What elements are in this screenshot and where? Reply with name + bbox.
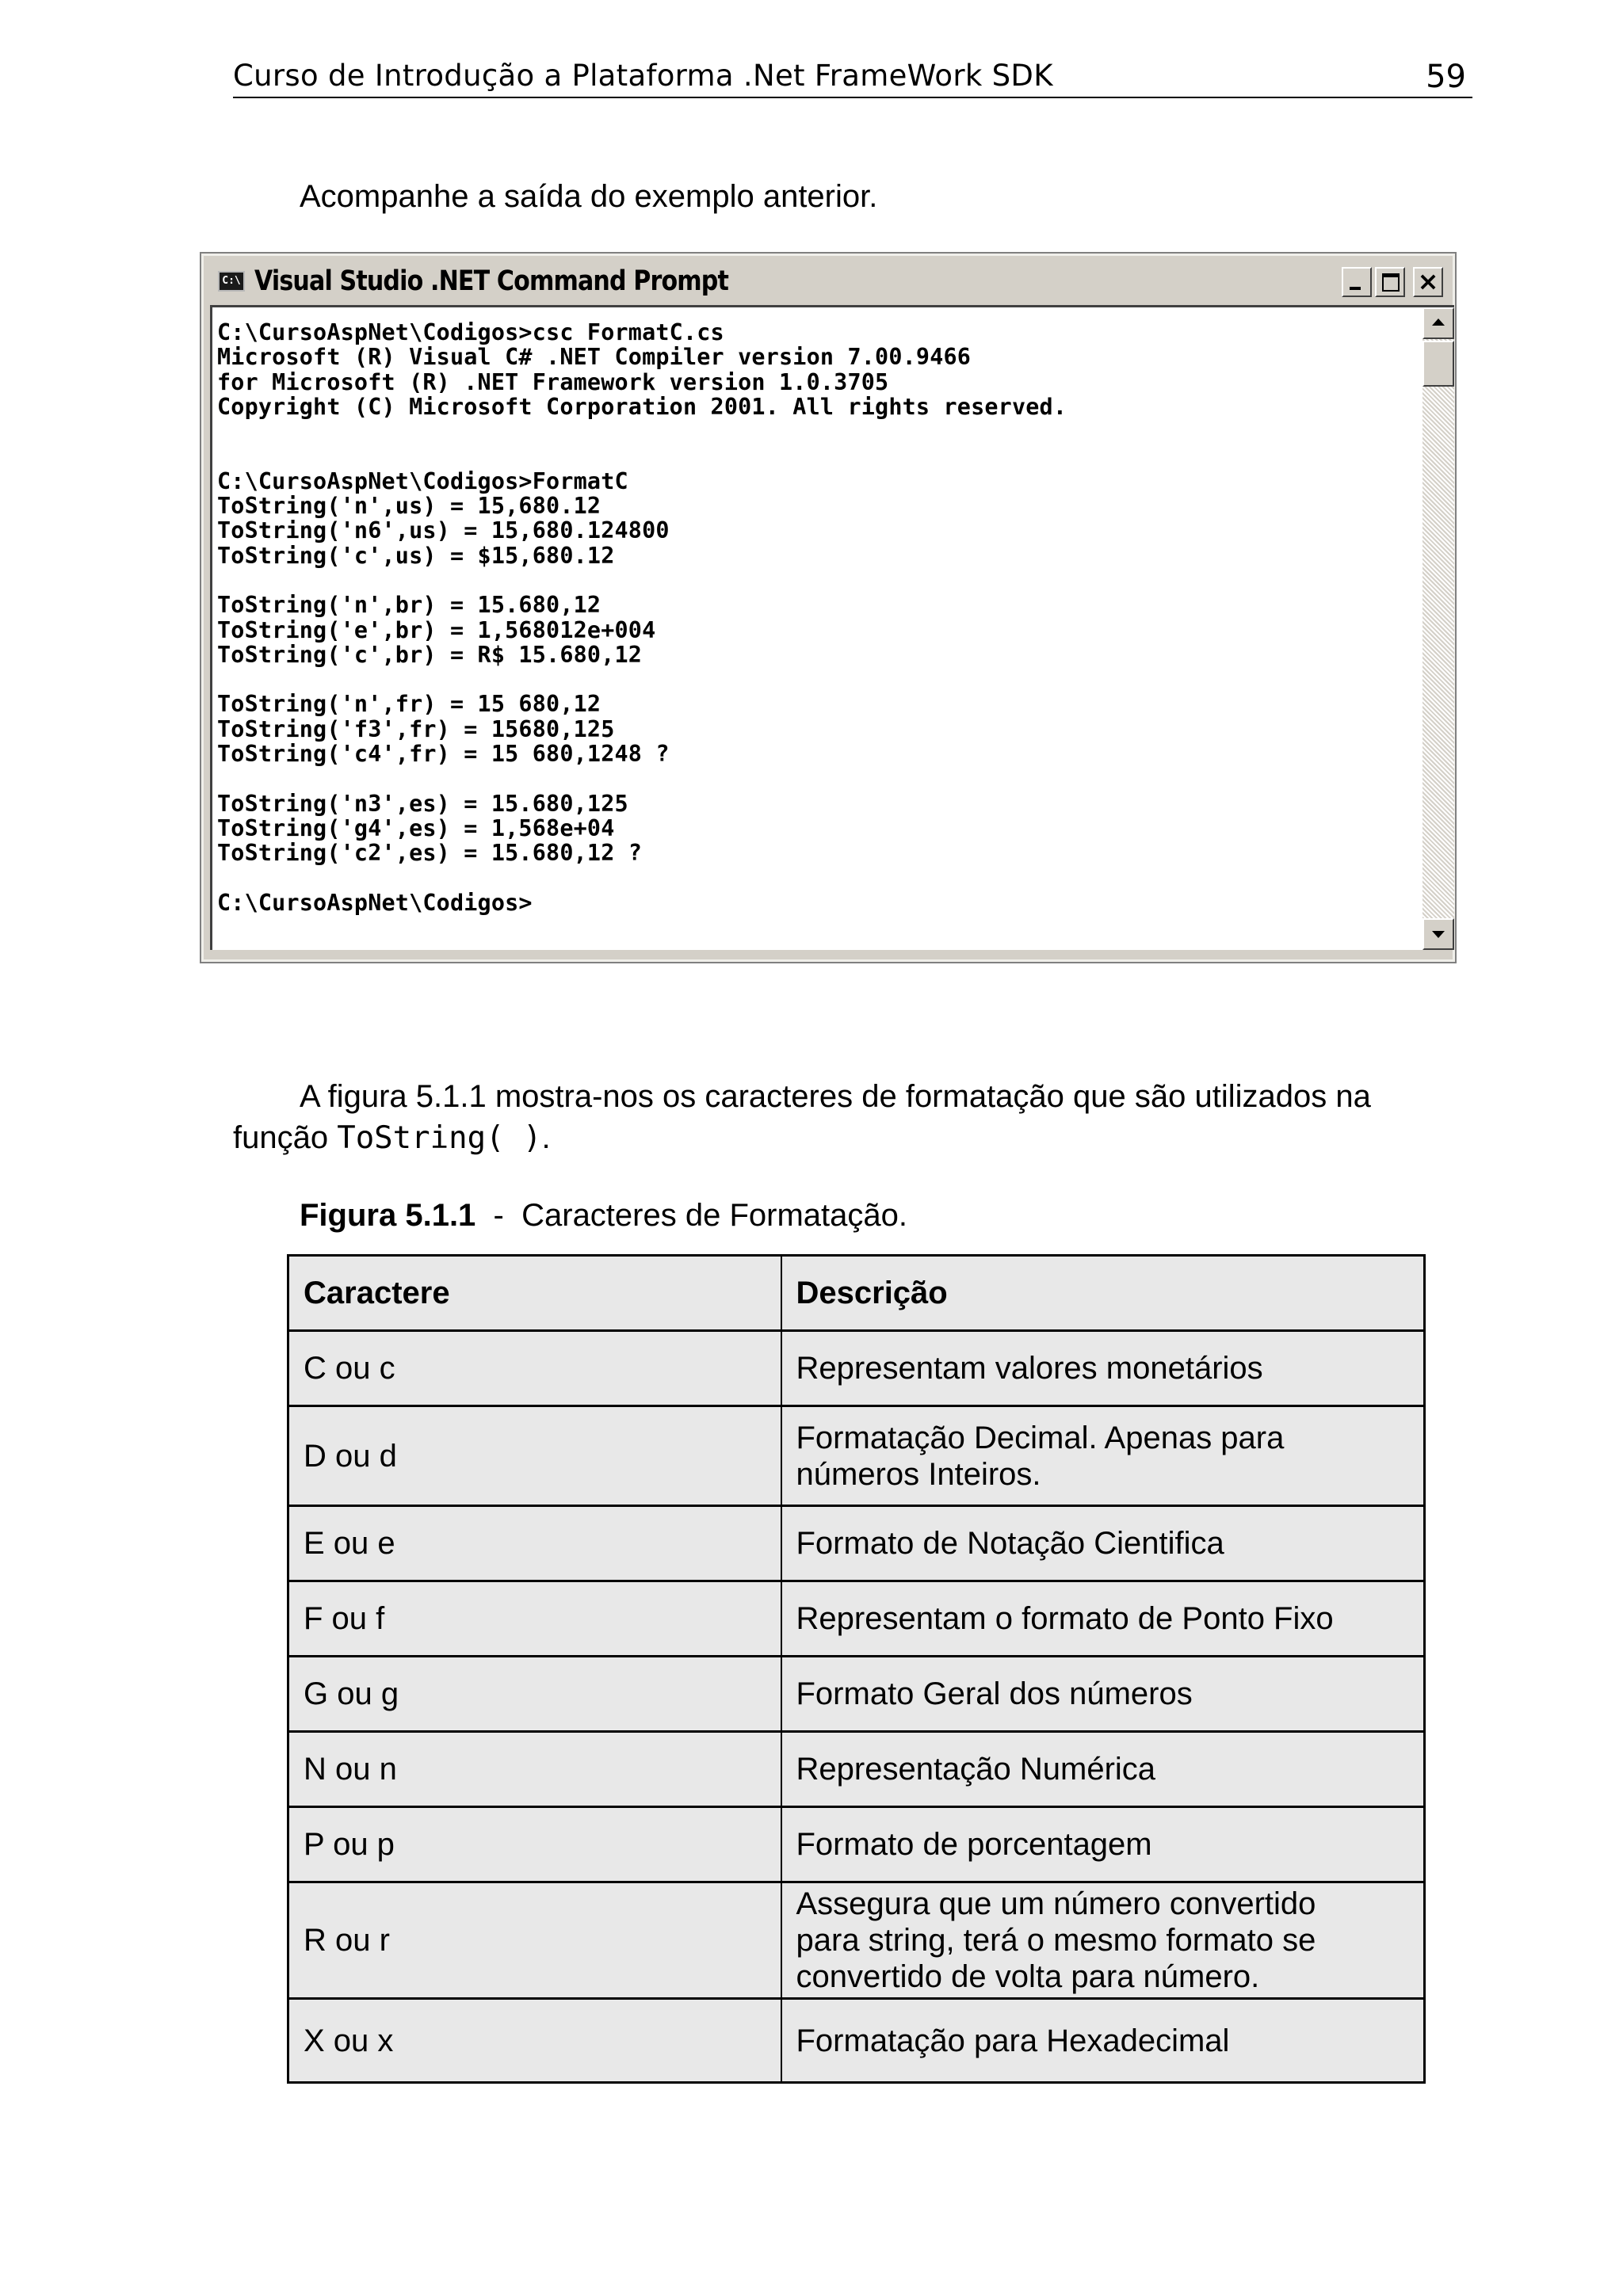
figure-caption-text: Caracteres de Formatação.: [521, 1198, 907, 1233]
description-line: Formato Geral dos números: [796, 1676, 1193, 1711]
description-line: Representam valores monetários: [796, 1351, 1263, 1386]
arrow-down-icon: [1432, 931, 1445, 938]
figure-intro-line-1: A figura 5.1.1 mostra-nos os caracteres de formatação que são utilizados na: [300, 1079, 1371, 1114]
description-line: convertido de volta para número.: [796, 1959, 1260, 1994]
table-body: [288, 1331, 1425, 2083]
figure-label: Figura 5.1.1: [300, 1198, 476, 1233]
arrow-up-icon: [1432, 318, 1445, 326]
maximize-icon: [1382, 273, 1400, 292]
console-window: [201, 254, 1455, 962]
table-row: [288, 1657, 1425, 1732]
cell-caractere: N ou n: [288, 1732, 781, 1807]
scroll-up-button[interactable]: [1423, 307, 1454, 339]
cell-caractere: G ou g: [288, 1657, 781, 1732]
console-app-icon: C:\: [218, 271, 245, 292]
cell-caractere: F ou f: [288, 1581, 781, 1657]
description-line: Representam o formato de Ponto Fixo: [796, 1601, 1334, 1636]
running-header: [233, 57, 1472, 98]
description-line: Formatação para Hexadecimal: [796, 2023, 1230, 2058]
cell-descricao: [781, 1807, 1425, 1882]
figure-separator: -: [493, 1198, 504, 1233]
cell-descricao: [781, 1406, 1425, 1506]
table-row: [288, 1331, 1425, 1406]
scroll-down-button[interactable]: [1423, 918, 1454, 950]
header-title: Curso de Introdução a Plataforma .Net FrameWork SDK: [233, 59, 1053, 93]
cell-descricao: [781, 1882, 1425, 1999]
table-row: [288, 1732, 1425, 1807]
title-bar[interactable]: [208, 261, 1448, 302]
cell-caractere: R ou r: [288, 1882, 781, 1999]
description-line: Formatação Decimal. Apenas para: [796, 1420, 1285, 1455]
paragraph-continuation: função: [233, 1120, 338, 1155]
table-row: [288, 1807, 1425, 1882]
column-header-descricao: Descrição: [781, 1256, 1425, 1331]
minimize-button[interactable]: [1342, 267, 1372, 297]
cell-descricao: [781, 1732, 1425, 1807]
format-characters-table: [287, 1254, 1426, 2084]
close-button[interactable]: [1413, 267, 1443, 297]
table-row: [288, 1406, 1425, 1506]
description-line: para string, terá o mesmo formato se: [796, 1923, 1316, 1958]
table-row: [288, 1882, 1425, 1999]
cell-caractere: D ou d: [288, 1406, 781, 1506]
inline-code: ToString( ): [337, 1120, 542, 1156]
cell-descricao: [781, 1331, 1425, 1406]
paragraph-end: .: [541, 1120, 551, 1155]
description-line: Representação Numérica: [796, 1752, 1156, 1787]
console-output-area[interactable]: [210, 305, 1423, 950]
description-line: números Inteiros.: [796, 1456, 1041, 1492]
table-row: [288, 1581, 1425, 1657]
table-header-row: [288, 1256, 1425, 1331]
cell-descricao: [781, 1581, 1425, 1657]
cell-caractere: P ou p: [288, 1807, 781, 1882]
cell-descricao: [781, 1999, 1425, 2083]
close-icon: ×: [1417, 266, 1439, 296]
figure-caption: [300, 1195, 907, 1236]
console-output-text: C:\CursoAspNet\Codigos>csc FormatC.cs Microsoft (R) Visual C# .NET Compiler version 7.00.9466 for Microsoft (R) .NET Framework version 1.0.3705 Copyright (C) Microsoft Corporation 2001. All rights reserved. C:\CursoAspNet\Codigos>FormatC ToString('n',us) = 15,680.12 ToString('n6',us) = 15,680.124800 ToString('c',us) = $15,680.12 ToString('n',br) = 15.680,12 ToString('e',br) = 1,568012e+004 ToString('c',br) = R$ 15.680,12 ToString('n',fr) = 15 680,12 ToString('f3',fr) = 15680,125 ToString('c4',fr) = 15 680,1248 ? ToString('n3',es) = 15.680,125 ToString('g4',es) = 1,568e+04 ToString('c2',es) = 15.680,12 ? C:\CursoAspNet\Codigos>: [217, 319, 1067, 916]
column-header-caractere: Caractere: [288, 1256, 781, 1331]
table-row: [288, 1506, 1425, 1581]
scroll-thumb[interactable]: [1423, 341, 1454, 387]
vertical-scrollbar[interactable]: [1423, 305, 1454, 950]
description-line: Formato de Notação Cientifica: [796, 1526, 1224, 1561]
minimize-icon: [1350, 287, 1361, 290]
cell-caractere: E ou e: [288, 1506, 781, 1581]
cell-caractere: C ou c: [288, 1331, 781, 1406]
cell-descricao: [781, 1657, 1425, 1732]
description-line: Assegura que um número convertido: [796, 1886, 1316, 1921]
description-line: Formato de porcentagem: [796, 1827, 1152, 1862]
page-number: 59: [1426, 59, 1466, 95]
window-title: Visual Studio .NET Command Prompt: [254, 265, 729, 297]
cell-caractere: X ou x: [288, 1999, 781, 2083]
cell-descricao: [781, 1506, 1425, 1581]
maximize-button[interactable]: [1375, 267, 1405, 297]
figure-intro-line-2: [233, 1117, 551, 1159]
table-row: [288, 1999, 1425, 2083]
intro-paragraph: Acompanhe a saída do exemplo anterior.: [300, 179, 878, 214]
